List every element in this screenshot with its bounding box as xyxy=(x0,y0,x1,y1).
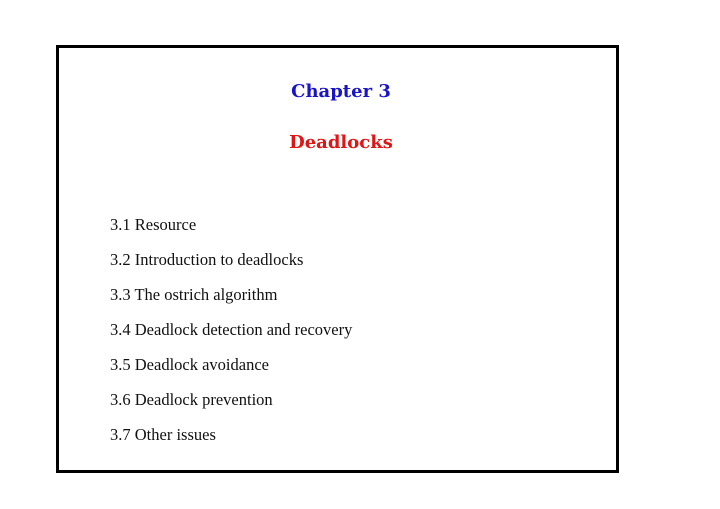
toc-item: 3.7 Other issues xyxy=(110,425,216,444)
table-of-contents xyxy=(110,215,352,460)
slide-frame xyxy=(56,45,619,473)
toc-item: 3.4 Deadlock detection and recovery xyxy=(110,320,353,339)
toc-item: 3.1 Resource xyxy=(110,215,197,234)
toc-item: 3.5 Deadlock avoidance xyxy=(110,355,269,374)
toc-item: 3.2 Introduction to deadlocks xyxy=(110,250,304,269)
toc-item: 3.6 Deadlock prevention xyxy=(110,390,273,409)
toc-item: 3.3 The ostrich algorithm xyxy=(110,285,278,304)
chapter-label: Chapter 3 xyxy=(291,81,391,102)
chapter-title: Deadlocks xyxy=(289,132,393,153)
